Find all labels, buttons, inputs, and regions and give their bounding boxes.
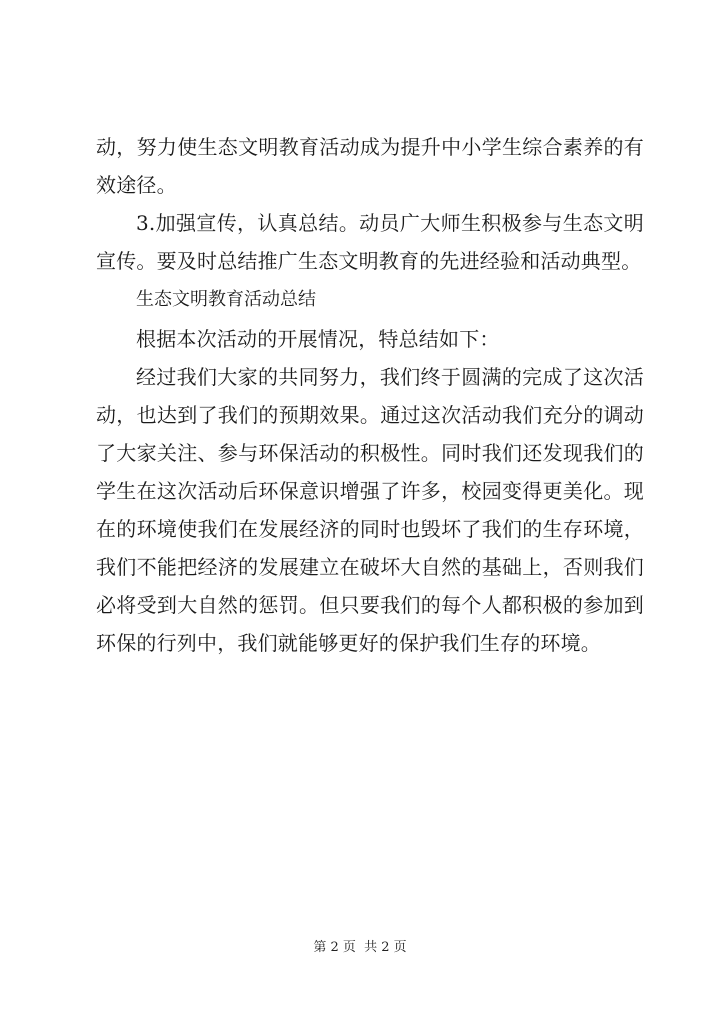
page-footer <box>0 938 720 958</box>
paragraph-publicity: 3.加强宣传，认真总结。动员广大师生积极参与生态文明宣传。要及时总结推广生态文明教育的先进经验和活动典型。 <box>96 211 644 273</box>
paragraph-continuation: 动，努力使生态文明教育活动成为提升中小学生综合素养的有效途径。 <box>96 135 644 197</box>
paragraph-intro: 根据本次活动的开展情况，特总结如下： <box>136 327 500 351</box>
section-heading: 生态文明教育活动总结 <box>136 289 316 310</box>
document-body <box>96 128 644 662</box>
paragraph-summary: 经过我们大家的共同努力，我们终于圆满的完成了这次活动，也达到了我们的预期效果。通过这次活动我们充分的调动了大家关注、参与环保活动的积极性。同时我们还发现我们的学生在这次活动后环保意识增强了许多，校园变得更美化。现在的环境使我们在发展经济的同时也毁坏了我们的生存环境，我们不能把经济的发展建立在破坏大自然的基础上，否则我们必将受到大自然的惩罚。但只要我们的每个人都积极的参加到环保的行列中，我们就能够更好的保护我们生存的环境。 <box>96 365 644 655</box>
page-number: 第 2 页 共 2 页 <box>313 940 407 955</box>
